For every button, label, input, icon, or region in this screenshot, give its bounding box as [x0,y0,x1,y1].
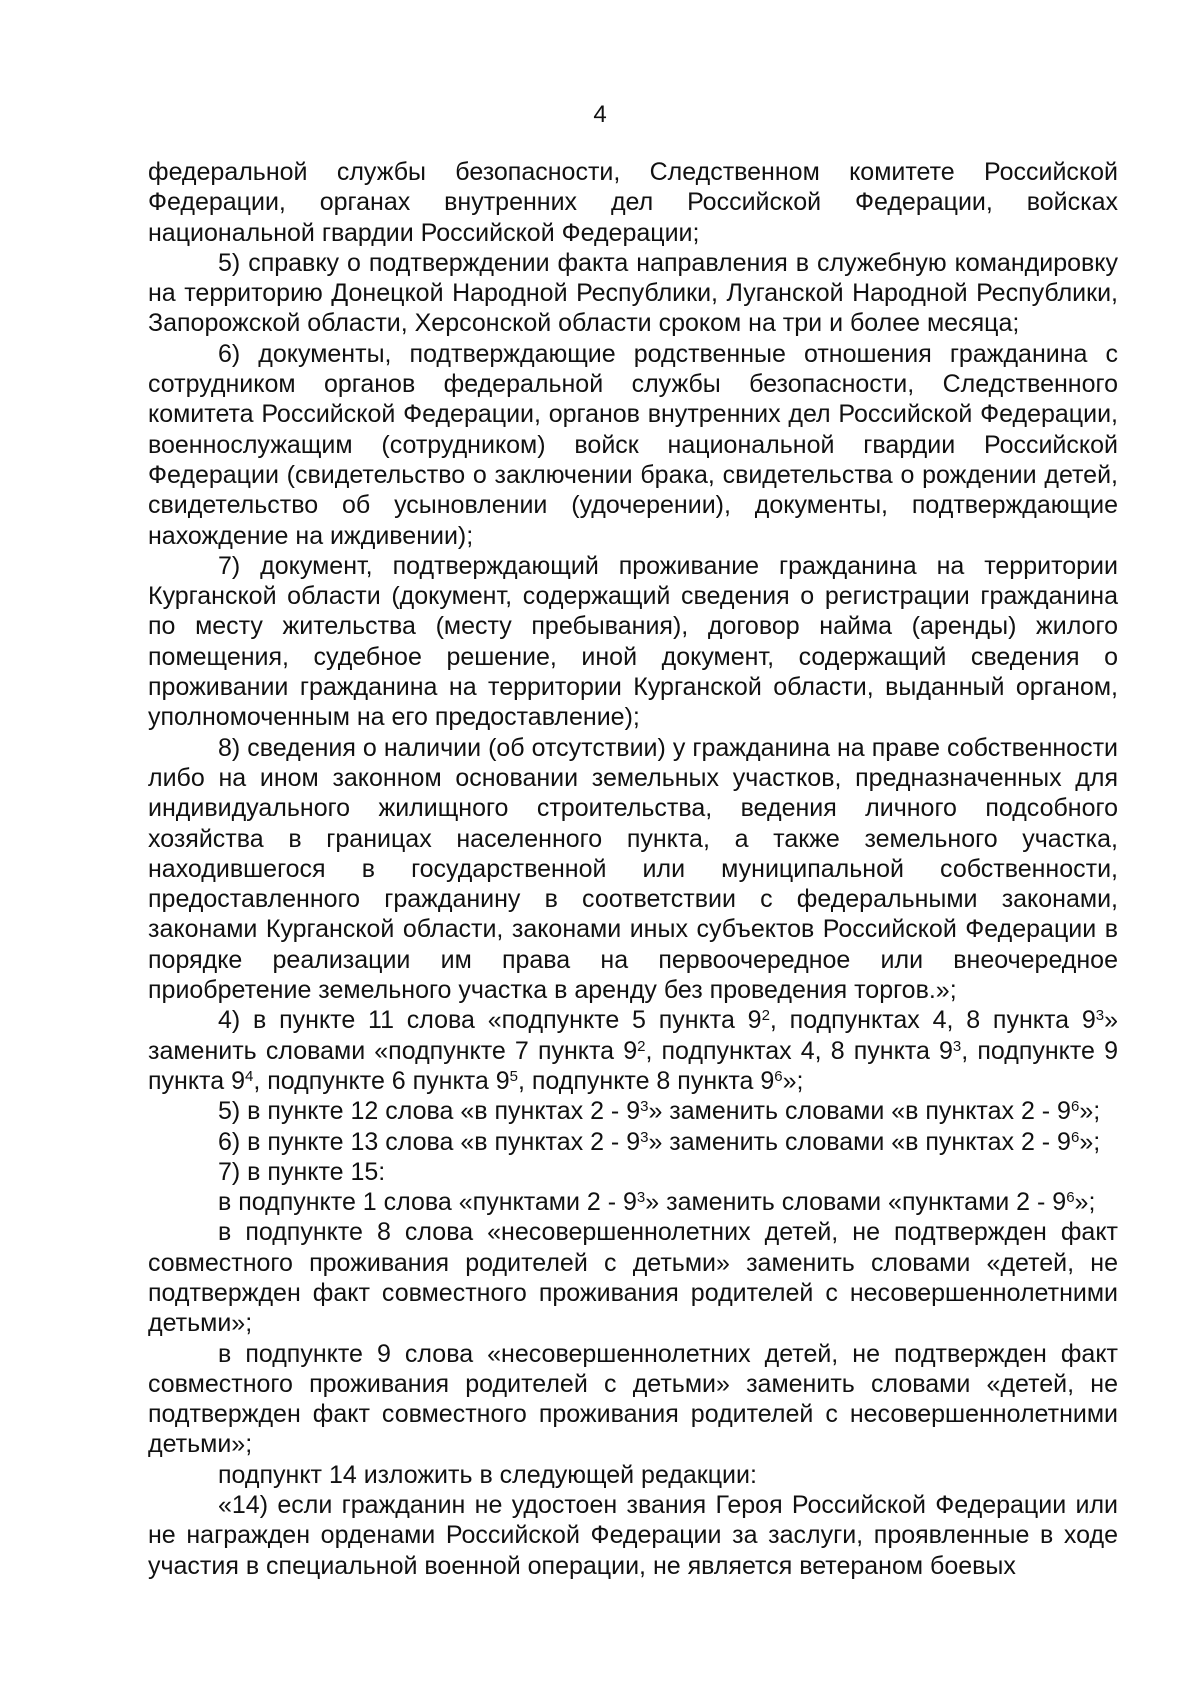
subpoint-9-amendment: в подпункте 9 слова «несовершеннолетних детей, не подтвержден факт совместного проживания родителей с детьми» заменить словами «детей, не подтвержден факт совместного проживания родителей с несовершеннолетними детьми»; [148,1339,1118,1459]
superscript: 6 [1070,1097,1080,1115]
text-run: »; [1079,1127,1101,1156]
text-run: » заменить словами «в пунктах 2 - 9 [648,1097,1071,1126]
amendment-point-7: 7) в пункте 15: [218,1157,386,1186]
text-run: , подпункте 6 пункта 9 [253,1066,510,1095]
superscript: 5 [509,1067,518,1085]
text-run: » заменить словами «пунктами 2 - 9 [645,1188,1067,1217]
superscript: 6 [1070,1128,1080,1146]
paragraph-continuation: федеральной службы безопасности, Следственном комитете Российской Федерации, органах внутренних дел Российской Федерации, войсках национальной гвардии Российской Федерации; [148,158,1118,247]
document-body [148,157,1118,1581]
superscript: 3 [952,1037,962,1055]
superscript: 6 [1066,1188,1075,1206]
text-run: , подпунктах 4, 8 пункта 9 [769,1006,1096,1035]
text-run: »; [782,1066,804,1095]
superscript: 3 [640,1097,649,1115]
subpoint-14-intro: подпункт 14 изложить в следующей редакции: [218,1460,757,1489]
subpoint-8-amendment: в подпункте 8 слова «несовершеннолетних детей, не подтвержден факт совместного проживания родителей с детьми» заменить словами «детей, не подтвержден факт совместного проживания родителей с несовершеннолетними детьми»; [148,1218,1118,1338]
text-run: 5) в пункте 12 слова «в пунктах 2 - 9 [218,1097,641,1126]
superscript: 2 [637,1037,646,1055]
text-run: » заменить словами «в пунктах 2 - 9 [648,1127,1071,1156]
subpoint-14-new-text: «14) если гражданин не удостоен звания Героя Российской Федерации или не награжден орденами Российской Федерации за заслуги, проявленные в ходе участия в специальной военной операции, не является ветераном боевых [148,1491,1118,1580]
text-run: »; [1074,1188,1096,1217]
text-run: 6) в пункте 13 слова «в пунктах 2 - 9 [218,1127,641,1156]
paragraph-item-8: 8) сведения о наличии (об отсутствии) у гражданина на праве собственности либо на ином законном основании земельных участков, предназначенных для индивидуального жилищного строительства, ведения личного подсобного хозяйства в границах населенного пункта, а также земельного участка, находившегося в государственной или муниципальной собственности, предоставленного гражданину в соответствии с федеральными законами, законами Курганской области, законами иных субъектов Российской Федерации в порядке реализации им права на первоочередное или внеочередное приобретение земельного участка в аренду без проведения торгов.»; [148,733,1118,1005]
superscript: 4 [245,1067,254,1085]
page-number: 4 [593,101,607,128]
text-run: , подпункте 9 пункта 9 [148,1036,1118,1095]
text-run: 4) в пункте 11 слова «подпункте 5 пункта 9 [218,1006,762,1035]
text-run: » заменить словами «подпункте 7 пункта 9 [148,1006,1118,1065]
amendment-point-5 [148,1096,1118,1126]
superscript: 3 [636,1188,646,1206]
amendment-point-6 [148,1127,1118,1157]
superscript: 3 [1095,1007,1105,1025]
text-run: , подпунктах 4, 8 пункта 9 [645,1036,953,1065]
paragraph-item-5: 5) справку о подтверждении факта направления в служебную командировку на территорию Донецкой Народной Республики, Луганской Народной Республики, Запорожской области, Херсонской области сроком на три и более месяца; [148,248,1118,338]
text-run: »; [1079,1097,1101,1126]
text-run: , подпункте 8 пункта 9 [517,1066,775,1095]
text-run: в подпункте 1 слова «пунктами 2 - 9 [218,1188,637,1217]
subpoint-1-amendment [148,1187,1118,1217]
superscript: 2 [761,1007,770,1025]
superscript: 3 [640,1128,649,1146]
paragraph-item-7: 7) документ, подтверждающий проживание гражданина на территории Курганской области (документ, содержащий сведения о регистрации гражданина по месту жительства (месту пребывания), договор найма (аренды) жилого помещения, судебное решение, иной документ, содержащий сведения о проживании гражданина на территории Курганской области, выданный органом, уполномоченным на его предоставление); [148,551,1118,732]
paragraph-item-6: 6) документы, подтверждающие родственные отношения гражданина с сотрудником органов федеральной службы безопасности, Следственного комитета Российской Федерации, органов внутренних дел Российской Федерации, военнослужащим (сотрудником) войск национальной гвардии Российской Федерации (свидетельство о заключении брака, свидетельства о рождении детей, свидетельство об усыновлении (удочерении), документы, подтверждающие нахождение на иждивении); [148,339,1118,550]
amendment-point-4 [148,1005,1118,1096]
superscript: 6 [774,1067,783,1085]
